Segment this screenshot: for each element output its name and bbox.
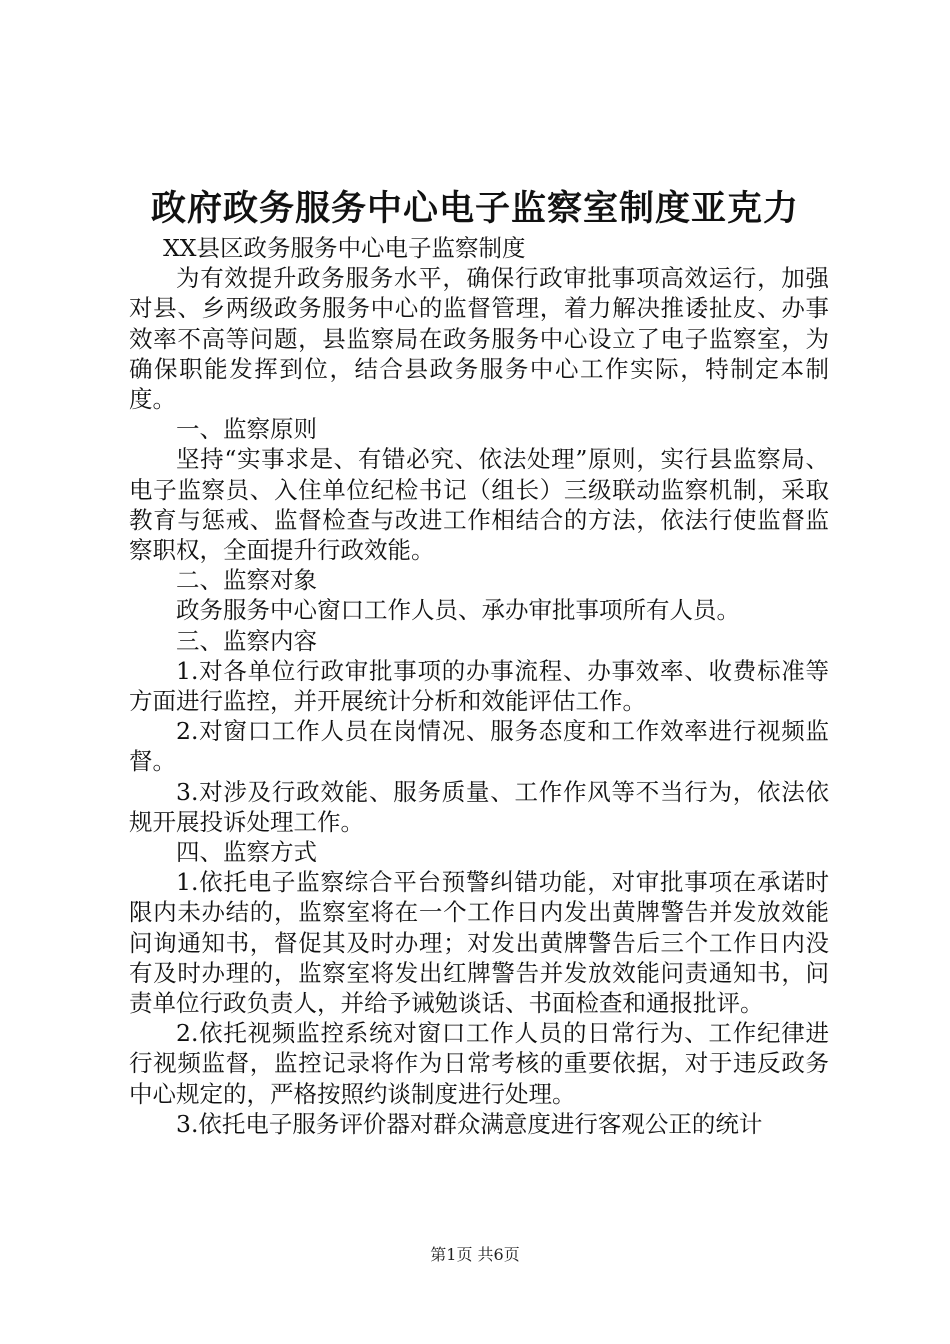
paragraph-methods-item-1: 1.依托电子监察综合平台预警纠错功能，对审批事项在承诺时限内未办结的，监察室将在一个工作日内发出黄牌警告并发放效能问询通知书，督促其及时办理；对发出黄牌警告后三个工作日内没有及时办理的，监察室将发出红牌警告并发放效能问责通知书，问责单位行政负责人，并给予诫勉谈话、书面检查和通报批评。 xyxy=(129,868,829,1018)
document-title: 政府政务服务中心电子监察室制度亚克力 xyxy=(150,189,799,229)
paragraph-methods-item-2: 2.依托视频监控系统对窗口工作人员的日常行为、工作纪律进行视频监督，监控记录将作为日常考核的重要依据，对于违反政务中心规定的，严格按照约谈制度进行处理。 xyxy=(129,1019,829,1108)
section-heading-principles: 一、监察原则 xyxy=(176,415,317,444)
paragraph-intro: 为有效提升政务服务水平，确保行政审批事项高效运行，加强对县、乡两级政务服务中心的监督管理，着力解决推诿扯皮、办事效率不高等问题，县监察局在政务服务中心设立了电子监察室，为确保职能发挥到位，结合县政务服务中心工作实际，特制定本制度。 xyxy=(129,264,829,414)
paragraph-targets: 政务服务中心窗口工作人员、承办审批事项所有人员。 xyxy=(176,596,740,625)
paragraph-content-item-2: 2.对窗口工作人员在岗情况、服务态度和工作效率进行视频监督。 xyxy=(129,717,829,776)
paragraph-content-item-3: 3.对涉及行政效能、服务质量、工作作风等不当行为，依法依规开展投诉处理工作。 xyxy=(129,777,829,836)
paragraph-content-item-1: 1.对各单位行政审批事项的办事流程、办事效率、收费标准等方面进行监控，并开展统计分析和效能评估工作。 xyxy=(129,656,829,716)
page-number: 第1页 共6页 xyxy=(430,1245,520,1264)
document-subtitle: XX县区政务服务中心电子监察制度 xyxy=(163,234,526,262)
section-heading-content: 三、监察内容 xyxy=(176,626,317,655)
paragraph-principles: 坚持“实事求是、有错必究、依法处理”原则，实行县监察局、电子监察员、入住单位纪检书记（组长）三级联动监察机制，采取教育与惩戒、监督检查与改进工作相结合的方法，依法行使监督监察职权，全面提升行政效能。 xyxy=(129,445,829,565)
document-body xyxy=(129,233,829,1139)
section-heading-methods: 四、监察方式 xyxy=(176,838,317,867)
section-heading-targets: 二、监察对象 xyxy=(176,566,317,595)
paragraph-methods-item-3: 3.依托电子服务评价器对群众满意度进行客观公正的统计 xyxy=(176,1109,763,1138)
